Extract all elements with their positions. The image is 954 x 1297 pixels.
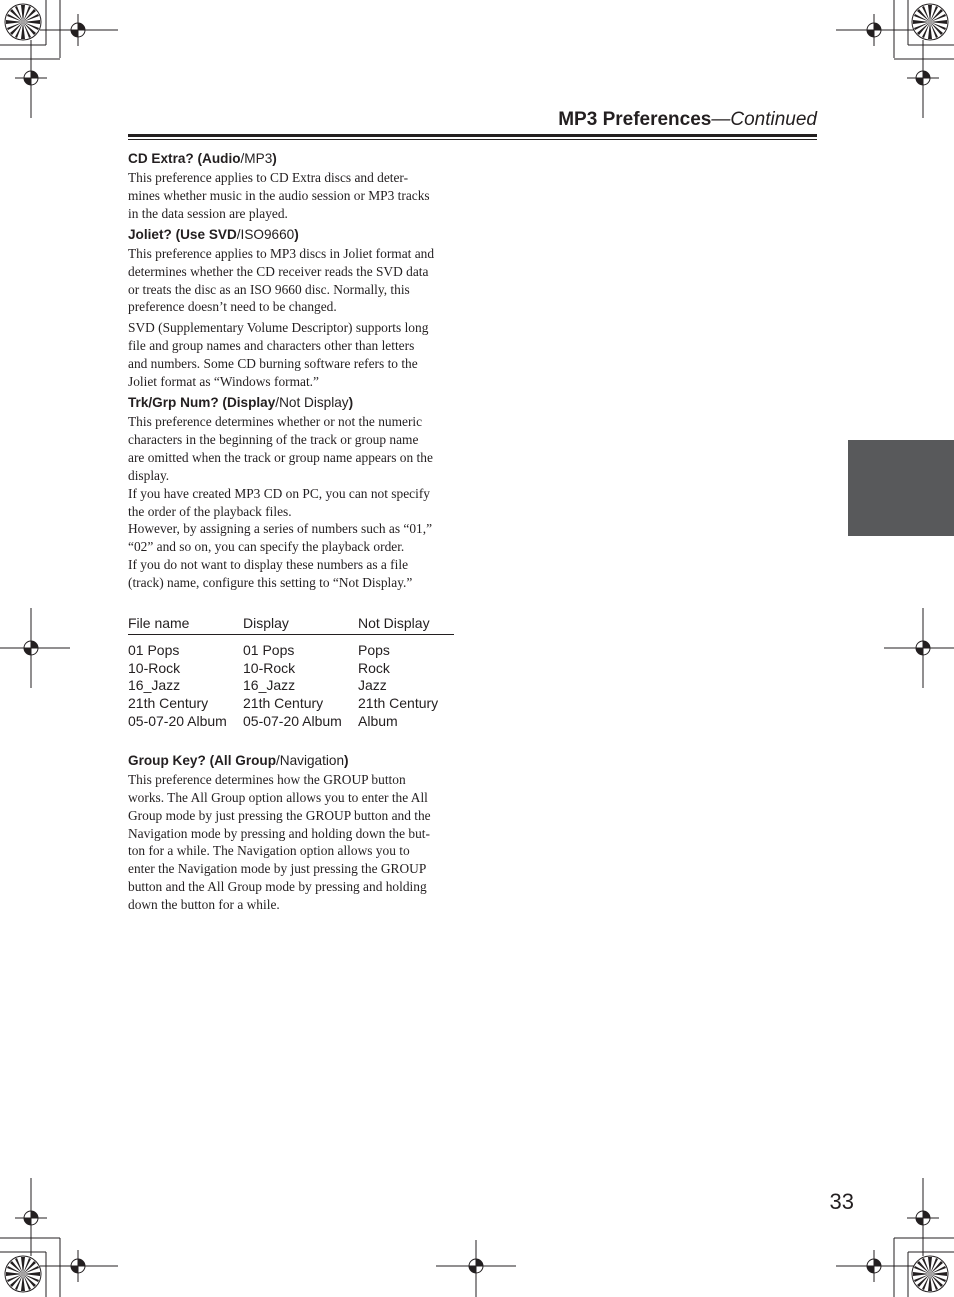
group-key-section <box>128 752 456 914</box>
cd-extra-body: This preference applies to CD Extra discs and deter- mines whether music in the audio session or MP3 tracks in the data session are played. <box>128 170 430 221</box>
page-number: 33 <box>829 1189 854 1214</box>
page-header <box>128 106 817 136</box>
joliet-body-1: This preference applies to MP3 discs in Joliet format and determines whether the CD receiver reads the SVD data or treats the disc as an ISO 9660 disc. Normally, this preference doesn’t need to be changed. <box>128 245 435 315</box>
section-tab <box>848 440 954 536</box>
table-header-cell: Display <box>243 615 289 631</box>
trk-grp-heading: Trk/Grp Num? (Display/Not Display) <box>128 394 354 410</box>
table-header-cell: Not Display <box>358 615 430 631</box>
header-continued: —Continued <box>711 109 817 130</box>
table-row: 16_Jazz 16_Jazz Jazz <box>128 677 387 694</box>
trk-grp-body: This preference determines whether or not the numeric characters in the beginning of the track or group name are omitted when the track or group name appears on the display. If you have created MP3 CD on PC, you can not specify the order of the playback files. However, by assigning a series of numbers such as “01,” “02” and so on, you can specify the playback order. If you do not want to display these numbers as a file (track) name, configure this setting to “Not Display.” <box>128 413 433 591</box>
joliet-body-2: SVD (Supplementary Volume Descriptor) supports long file and group names and characters other than letters and numbers. Some CD burning software refers to the Joliet format as “Windows format.” <box>128 320 429 390</box>
main-column <box>128 150 456 592</box>
header-title: MP3 Preferences <box>558 109 712 130</box>
group-key-heading: Group Key? (All Group/Navigation) <box>128 753 349 768</box>
table-row: 01 Pops 01 Pops Pops <box>128 642 390 658</box>
table-row: 21th Century 21th Century 21th Century <box>128 695 439 712</box>
cd-extra-heading: CD Extra? (Audio/MP3) <box>128 151 277 166</box>
table-row: 05-07-20 Album 05-07-20 Album Album <box>128 712 398 729</box>
group-key-body: This preference determines how the GROUP button works. The All Group option allows you to enter the All Group mode by just pressing the GROUP button and the Navigation mode by pressing and holding down the but- ton for a while. The Navigation option allows you to enter the Navigation mode by just pressing the GROUP button and the All Group mode by pressing and holding down the button for a while. <box>128 772 431 912</box>
header-rule-thick <box>128 134 817 137</box>
header-rule-thin <box>128 139 817 140</box>
table-header <box>128 613 454 635</box>
table-header-cell: File name <box>128 615 190 631</box>
joliet-heading: Joliet? (Use SVD/ISO9660) <box>128 226 299 242</box>
filename-display-table <box>128 613 454 730</box>
table-row: 10-Rock 10-Rock Rock <box>128 659 390 676</box>
